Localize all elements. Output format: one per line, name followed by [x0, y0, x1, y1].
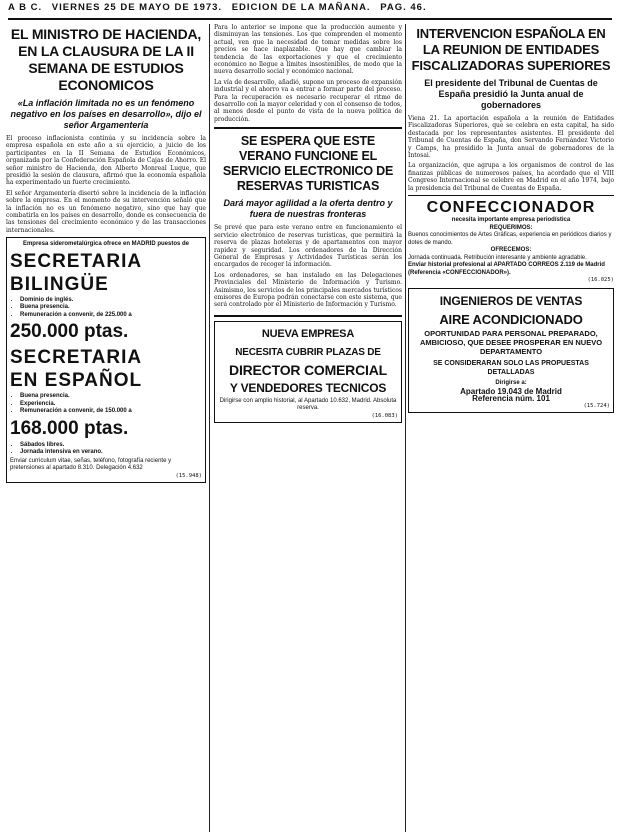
ad-line: NECESITA CUBRIR PLAZAS DE — [235, 346, 381, 358]
ad-list — [10, 393, 202, 416]
ad-reference: (16.083) — [371, 412, 398, 419]
ad-contact: Dirigirse a: — [495, 380, 527, 387]
article-headline: SE ESPERA QUE ESTE VERANO FUNCIONE EL SERVICIO ELECTRONICO DE RESERVAS TURISTICAS — [222, 134, 394, 194]
classified-ad-confeccionador — [408, 195, 614, 283]
ad-price: 250.000 ptas. — [10, 321, 129, 343]
ad-note: SE CONSIDERARAN SOLO LAS PROPUESTAS DETALLADAS — [433, 360, 589, 377]
header-date: VIERNES 25 DE MAYO DE 1973. — [51, 2, 223, 13]
ad-list — [10, 442, 202, 457]
ad-list-item: • Dominio de inglés. — [20, 297, 202, 305]
ad-reference: (15.724) — [583, 402, 610, 409]
ad-contact: Referencia núm. 101 — [472, 394, 550, 404]
article-headline: EL MINISTRO DE HACIENDA, EN LA CLAUSURA DE LA II SEMANA DE ESTUDIOS ECONOMICOS — [10, 26, 202, 93]
ad-list-item: • Jornada intensiva en verano. — [20, 449, 202, 457]
article-paragraph: El señor Argamentería disertó sobre la incidencia de la inflación sobre la empresa. En el momento de su intervención señaló que la inflación no es un fenómeno negativo, sino que hay que combatirla en los países en desarrollo, donde es consecuencia de las tensiones del crecimiento económico y de las transacciones internacionales. — [6, 189, 206, 234]
article-subhead: El presidente del Tribunal de Cuentas de España presidió la Junta anual de gobernadores — [424, 78, 598, 110]
column-middle — [214, 24, 402, 832]
ad-title: EN ESPAÑOL — [10, 370, 143, 392]
ad-subtitle: necesita importante empresa periodística — [451, 217, 571, 224]
ad-line: DIRECTOR COMERCIAL — [229, 361, 387, 378]
ad-contact: Enviar curriculum vitae, señas, teléfono, fotografía reciente y pretensiones al apartado 8.310. Delegación 4.632 — [10, 457, 172, 472]
column-left — [6, 24, 206, 832]
article-headline: INTERVENCION ESPAÑOLA EN LA REUNION DE ENTIDADES FISCALIZADORAS SUPERIORES — [411, 26, 611, 73]
tourism-article — [214, 127, 402, 316]
ad-title: CONFECCIONADOR — [408, 195, 614, 217]
ad-list — [10, 297, 202, 320]
ad-section-label: OFRECEMOS: — [490, 247, 532, 254]
ad-list-item: • Remuneración a convenir, de 225.000 a — [20, 312, 202, 320]
article-paragraph: La organización, que agrupa a los organismos de control de las finanzas públicas de numerosos países, ha acordado que el VIII Congreso Internacional se celebre en Madrid en el año 1974, bajo la presidencia del Tribunal de Cuentas de España. — [408, 162, 614, 192]
ad-list-item: • Remuneración a convenir, de 150.000 a — [20, 408, 202, 416]
ad-line: Y VENDEDORES TECNICOS — [229, 380, 387, 395]
ad-list-item: • Buena presencia. — [20, 393, 202, 401]
ad-title: SECRETARIA — [10, 347, 143, 369]
ad-text: Buenos conocimientos de Artes Gráficas, experiencia en periódicos diarios y dotes de mando. — [408, 232, 612, 246]
ad-title: BILINGÜE — [10, 273, 109, 295]
ad-title: SECRETARIA — [10, 250, 143, 272]
article-subhead: «La inflación limitada no es un fenómeno negativo en los países en desarrollo», dijo el señor Argamentería — [10, 98, 202, 130]
article-subhead: Dará mayor agilidad a la oferta dentro y fuera de nuestras fronteras — [223, 198, 393, 220]
classified-ad-ingenieros — [408, 288, 614, 413]
article-paragraph: El proceso inflacionista continúa y su incidencia sobre la empresa española en este año a su ejercicio, a juicio de los participantes en la II Semana de Estudios Económicos, organizada por la Confederación Española de Cajas de Ahorro. El señor ministro de Hacienda, don Alberto Monreal Luque, que presidió la sesión de clausura, afirmó que la economía española ha experimentado un fuerte crecimiento. — [6, 135, 206, 187]
ad-text: Jornada continuada. Retribución interesante y ambiente agradable. — [408, 254, 587, 261]
header-edition: EDICION DE LA MAÑANA. — [231, 2, 371, 13]
ad-section-label: REQUERIMOS: — [489, 224, 533, 231]
column-rule — [405, 24, 406, 832]
paper-name: A B C. — [8, 2, 43, 13]
article-paragraph: Se prevé que para este verano entre en funcionamiento el servicio electrónico de reservas turísticas, que permitirá la reserva de plazas hoteleras y de apartamentos con mayor rapidez y seguridad. Los ordenadores de la Dirección General de Empresas y Actividades Turísticas serán los encargados de recoger la información. — [214, 224, 402, 269]
ad-list-item: • Buena presencia. — [20, 304, 202, 312]
classified-ad-director — [214, 321, 402, 423]
ad-list-item: • Sábados libres. — [20, 442, 202, 450]
page-header — [8, 2, 612, 20]
ad-contact: Apartado 19.043 de Madrid — [460, 386, 562, 396]
ad-price: 168.000 ptas. — [10, 417, 129, 439]
ad-list-item: • Experiencia. — [20, 401, 202, 409]
column-rule — [209, 24, 210, 832]
header-page: PAG. 46. — [380, 2, 427, 13]
ad-title: AIRE ACONDICIONADO — [439, 312, 583, 328]
ad-text: OPORTUNIDAD PARA PERSONAL PREPARADO, AMBICIOSO, QUE DESEE PROSPERAR EN NUEVO DEPARTAMENTO — [419, 329, 603, 357]
article-paragraph: Los ordenadores, se han instalado en las Delegaciones Provinciales del Ministerio de Información y Turismo. Asimismo, los servicios de los principales mercados turísticos emisores de Europa podrán conectarse con este sistema, que será controlado por el Ministerio de Información y Turismo. — [214, 271, 402, 309]
ad-reference: (16.025) — [587, 277, 614, 284]
article-paragraph: La vía de desarrollo, añadió, supone un proceso de expansión industrial y el ahorro va a entrar a formar parte del proceso. Para la recuperación es necesario recuperar el ritmo de desarrollo con la mayor celeridad y con el consenso de todos, al menos desde el punto de vista de la nueva política de producción. — [214, 78, 402, 123]
ad-intro: Empresa siderometalúrgica ofrece en MADRID puestos de — [22, 241, 190, 248]
column-right — [408, 24, 614, 832]
article-paragraph: Viena 21. La aportación española a la reunión de Entidades Fiscalizadoras Superiores, que se celebra en esta capital, ha sido destacada por los representantes asistentes. El presidente del Tribunal de Cuentas de España, don Servando Fernández Victorio y Camps, ha presidido la Junta anual de gobernadores de la Intosai. — [408, 115, 614, 160]
ad-reference: (15.948) — [175, 472, 202, 479]
ad-line: NUEVA EMPRESA — [261, 327, 355, 340]
ad-contact: Dirigirse con amplio historial, al Apartado 10.632, Madrid. Absoluta reserva. — [219, 397, 397, 412]
article-paragraph: Para lo anterior se impone que la producción aumente y disminuyan las tensiones. Los que comprenden el momento actual, ven que la necesidad de tomar medidas sobre los precios se hace inaplazable. Que hay que cambiar la tendencia de las exportaciones y que el crecimiento económico no llegue a límites insostenibles, de modo que la nueva desarrollo social y económico nacional. — [214, 24, 402, 76]
ad-contact: Enviar historial profesional al APARTADO CORREOS 2.119 de Madrid (Referencia «CONFECCIONADOR»). — [408, 262, 605, 276]
classified-ad-secretaria — [6, 237, 206, 483]
ad-title: INGENIEROS DE VENTAS — [439, 294, 583, 309]
